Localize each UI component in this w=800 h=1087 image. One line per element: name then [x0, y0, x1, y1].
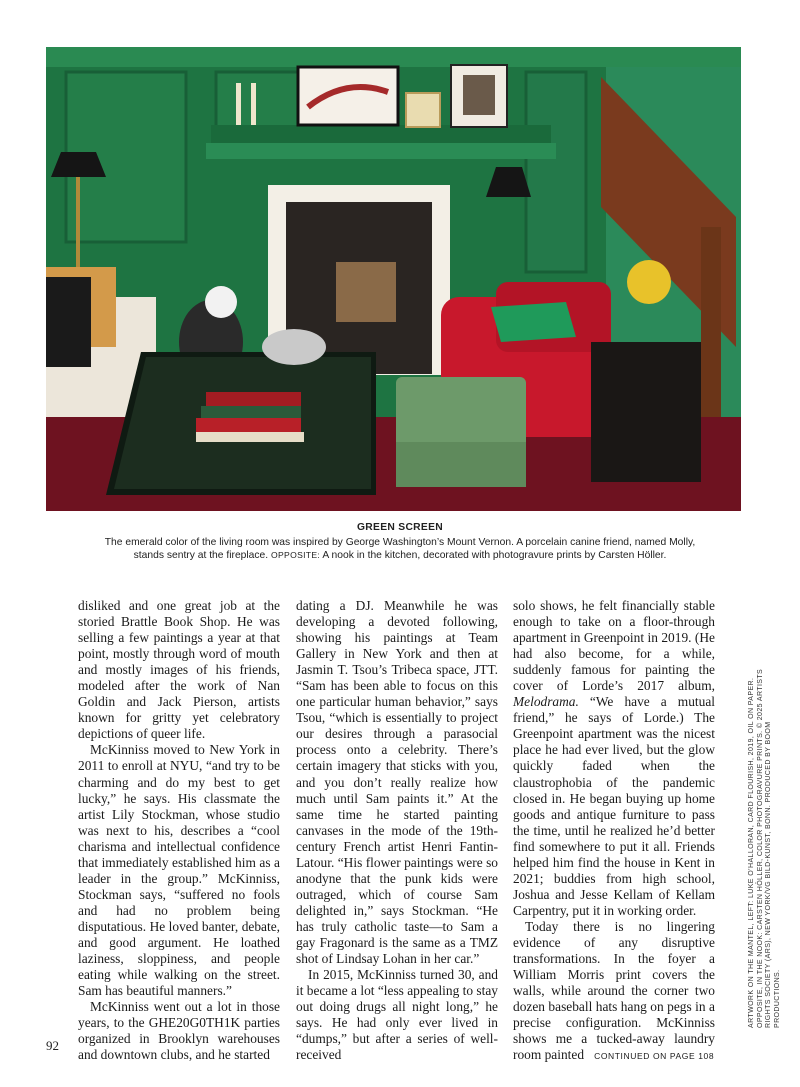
credit-line: RIGHTS SOCIETY (ARS), NEW YORK/VG BILD-KUNST, BONN. PRODUCED BY BOOM PRODUCTIONS. — [765, 721, 781, 1028]
credit-line: ARTWORK ON THE MANTEL, LEFT: LUKE O’HALLORAN, CARD FLOURISH, 2019, OIL ON PAPER. — [748, 677, 755, 1028]
article-column-1 — [78, 598, 280, 1063]
text-run: “We have a mutual friend,” he says of Lorde.) The Greenpoint apartment was the nicest place he had ever lived, but the glow quickly faded when the claustrophobia of the pandemic closed in. He began buying up home goods and antique furniture to pass the time, until he realized he’d better find somewhere to put it all. Friends helped him find the house in Kent in 2021; buddies from high school, Joshua and Jesse Kellam of Kellam Carpentry, put it in working order. — [513, 694, 715, 918]
page-number: 92 — [46, 1038, 59, 1053]
caption-opposite-label: OPPOSITE: — [271, 550, 321, 560]
text-run: Today there is no lingering evidence of any disruptive transformations. In the foyer a William Morris print covers the walls, while around the corner two dozen baseball hats hang on pegs in a precise configuration. McKinniss shows me a tucked-away laundry room painted — [513, 918, 715, 1063]
paragraph: disliked and one great job at the storied Brattle Book Shop. He was selling a few paintings a year at that point, mostly through word of mouth and mostly images of his friends, modeled after the work of Nan Goldin and Jack Pierson, artists known for gritty yet celebratory depictions of queer life. — [78, 598, 280, 742]
paragraph: In 2015, McKinniss turned 30, and it became a lot “less appealing to stay out doing drugs all night long,” he says. He had only ever lived in “dumps,” but after a series of well-received — [296, 967, 498, 1063]
photo-caption — [60, 521, 740, 562]
caption-title: GREEN SCREEN — [357, 522, 443, 533]
caption-line-2 — [60, 549, 740, 562]
photo-credits — [748, 668, 782, 1028]
paragraph — [513, 598, 715, 919]
photo-credits-text — [748, 668, 782, 1028]
living-room-photo — [46, 47, 741, 511]
album-title: Melodrama. — [513, 694, 579, 710]
credit-line: OPPOSITE, IN THE NOOK: CARSTEN HÖLLER, COLOR PHOTOGRAVURE PRINTS. © 2025 ARTISTS — [756, 668, 764, 1028]
paragraph: McKinniss went out a lot in those years, to the GHE20G0TH1K parties organized in Brooklyn warehouses and downtown clubs, and he started — [78, 999, 280, 1063]
article-column-3 — [513, 598, 715, 1063]
article-column-2 — [296, 598, 498, 1063]
caption-line-1: The emerald color of the living room was inspired by George Washington’s Mount Vernon. A porcelain canine friend, named Molly, — [104, 537, 696, 548]
paragraph: dating a DJ. Meanwhile he was developing a devoted following, showing his paintings at Team Gallery in New York and then at Jasmin T. Tsou’s Tribeca space, JTT. “Sam has been able to focus on this one particular human behavior,” says Tsou, “which is essentially to project our desires through a parasocial process onto a celebrity. There’s certain imagery that sticks with you, and you don’t really realize how much until Sam paints it.” At the same time he started painting canvases in the mode of the 19th-century French artist Henri Fantin-Latour. “His flower paintings were so anodyne that the punk kids were outraged, which of course Sam delighted in,” says Stockman. “He has truly catholic taste—to Sam a gay Fragonard is the same as a TMZ shot of Lindsay Lohan in her car.” — [296, 598, 498, 967]
text-run: solo shows, he felt financially stable enough to take on a floor-through apartment in Greenpoint in 2019. (He had also become, for a while, suddenly famous for painting the cover of Lorde’s 2017 album, — [513, 598, 715, 694]
living-room-illustration — [46, 47, 741, 511]
caption-line-2-start: stands sentry at the fireplace. — [133, 550, 269, 561]
paragraph: McKinniss moved to New York in 2011 to enroll at NYU, “and try to be charming and do my best to get lucky,” he says. His classmate the artist Lily Stockman, whose studio was next to his, describes a “cool charisma and intellectual confidence that immediately established him as a leader in the group.” McKinniss, Stockman says, “suffered no fools and had no problem being disputatious. He loved banter, debate, and good argument. He loathed laziness, sloppiness, and people eating while walking on the street. Sam has beautiful manners.” — [78, 742, 280, 999]
caption-line-2-end: A nook in the kitchen, decorated with photogravure prints by Carsten Höller. — [322, 550, 667, 561]
paragraph — [513, 919, 715, 1064]
continued-on-page-link[interactable]: CONTINUED ON PAGE 108 — [594, 1051, 715, 1062]
